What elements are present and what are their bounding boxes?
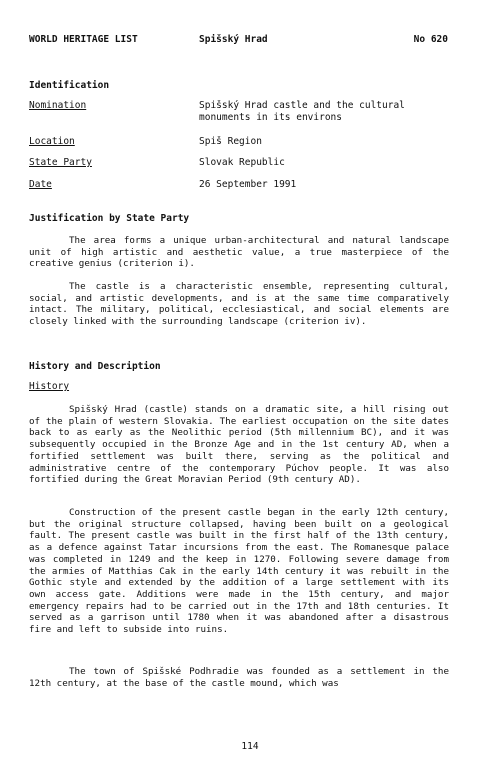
justification-paragraph: The castle is a characteristic ensemble, representing cultural, social, and artistic developments, and is at the same time comparatively intact. The military, political, ecclesiastical, and social elements are closely linked with the surrounding landscape (criterion iv). (29, 281, 449, 328)
identification-heading: Identification (29, 80, 110, 91)
site-name: Spišský Hrad (199, 34, 268, 45)
row-value: 26 September 1991 (199, 179, 297, 190)
row-value: Spišský Hrad castle and the cultural monuments in its environs (199, 100, 405, 123)
history-heading: History and Description (29, 361, 161, 372)
history-paragraph: Spišský Hrad (castle) stands on a dramatic site, a hill rising out of the plain of western Slovakia. The earliest occupation on the site dates back to as early as the Neolithic period (5th millennium BC), and it was subsequently occupied in the Bronze Age and in the 1st century AD, when a fortified settlement was built there, serving as the political and administrative centre of the contemporary Púchov people. It was also fortified during the Great Moravian Period (9th century AD). (29, 404, 449, 486)
history-subheading: History (29, 381, 70, 392)
row-label: Location (29, 136, 75, 147)
history-paragraph: The town of Spišské Podhradie was founded as a settlement in the 12th century, at the base of the castle mound, which was (29, 666, 449, 689)
row-value: Slovak Republic (199, 157, 285, 168)
row-value: Spiš Region (199, 136, 262, 147)
page-number: 114 (241, 741, 259, 752)
page-header (29, 34, 448, 48)
list-label: WORLD HERITAGE LIST (29, 34, 138, 45)
site-number: No 620 (413, 34, 448, 45)
row-label: State Party (29, 157, 92, 168)
history-paragraph: Construction of the present castle began in the early 12th century, but the original structure collapsed, having been built on a geological fault. The present castle was built in the first half of the 13th century, as a defence against Tatar incursions from the east. The Romanesque palace was completed in 1249 and the keep in 1270. Following severe damage from the armies of Matthias Cak in the early 14th century it was rebuilt in the Gothic style and extended by the addition of a large settlement with its own access gate. Additions were made in the 15th century, and major emergency repairs had to be carried out in the 17th and 18th centuries. It served as a garrison until 1780 when it was abandoned after a disastrous fire and left to subside into ruins. (29, 507, 449, 636)
justification-paragraph: The area forms a unique urban-architectural and natural landscape unit of high artistic and aesthetic value, a true masterpiece of the creative genius (criterion i). (29, 235, 449, 270)
justification-heading: Justification by State Party (29, 213, 190, 224)
row-label: Nomination (29, 100, 87, 111)
row-label: Date (29, 179, 52, 190)
